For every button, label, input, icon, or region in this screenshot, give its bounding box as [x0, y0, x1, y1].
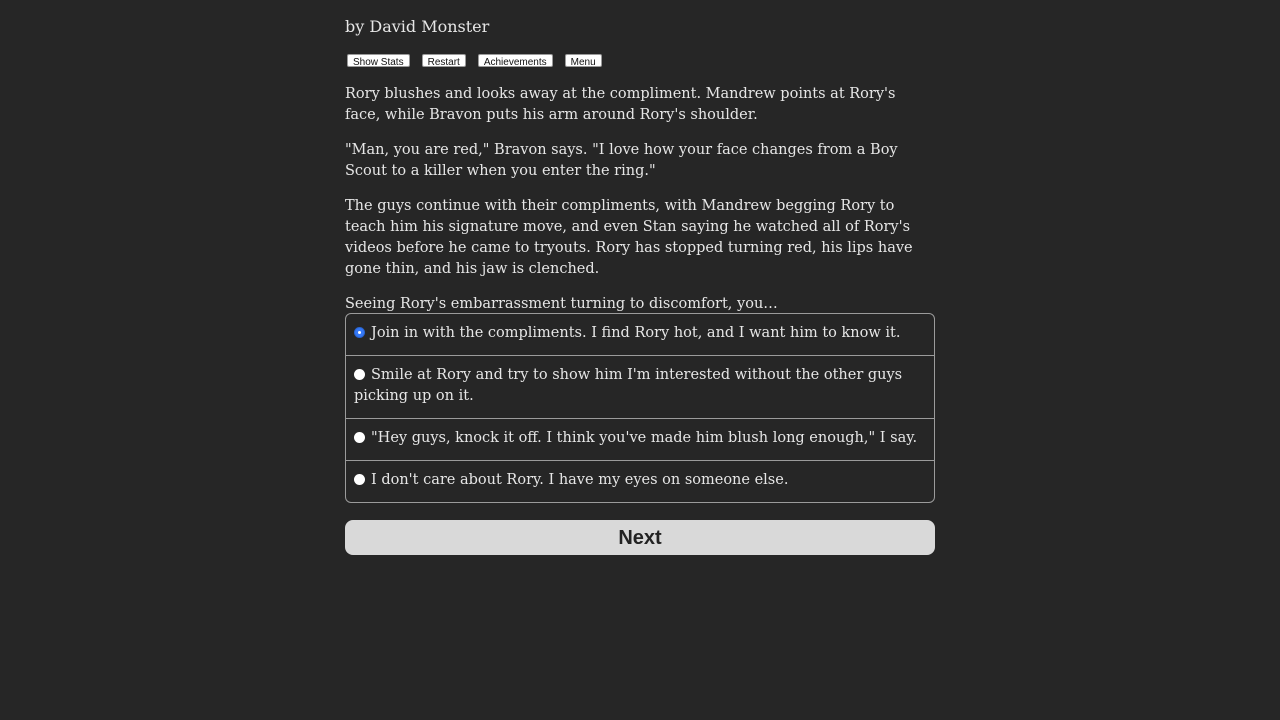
choice-label: Join in with the compliments. I find Rory hot, and I want him to know it. [371, 325, 901, 341]
choice-list [345, 313, 935, 503]
author-byline: by David Monster [345, 17, 490, 36]
radio-unselected-icon[interactable] [354, 432, 365, 443]
restart-button[interactable]: Restart [422, 54, 466, 67]
choice-option-3[interactable] [346, 419, 934, 461]
story-paragraph: The guys continue with their compliments, with Mandrew begging Rory to teach him his signature move, and even Stan saying he watched all of Rory's videos before he came to tryouts. Rory has stopped turning red, his lips have gone thin, and his jaw is clenched. [345, 198, 913, 277]
story-text [345, 84, 935, 329]
choice-label: "Hey guys, knock it off. I think you've made him blush long enough," I say. [371, 430, 918, 446]
radio-unselected-icon[interactable] [354, 474, 365, 485]
story-prompt: Seeing Rory's embarrassment turning to discomfort, you… [345, 296, 778, 312]
show-stats-button[interactable]: Show Stats [347, 54, 410, 67]
choice-label: I don't care about Rory. I have my eyes on someone else. [371, 472, 789, 488]
radio-unselected-icon[interactable] [354, 369, 365, 380]
radio-selected-icon[interactable] [354, 327, 365, 338]
achievements-button[interactable]: Achievements [478, 54, 553, 67]
choice-label: Smile at Rory and try to show him I'm interested without the other guys picking up on it. [354, 367, 903, 404]
choice-option-2[interactable] [346, 356, 934, 419]
story-paragraph: Rory blushes and looks away at the compliment. Mandrew points at Rory's face, while Bravon puts his arm around Rory's shoulder. [345, 86, 896, 123]
toolbar [347, 54, 614, 67]
menu-button[interactable]: Menu [565, 54, 602, 67]
story-paragraph: "Man, you are red," Bravon says. "I love how your face changes from a Boy Scout to a killer when you enter the ring." [345, 142, 898, 179]
choice-option-1[interactable] [346, 314, 934, 356]
next-button[interactable]: Next [345, 520, 935, 555]
choice-option-4[interactable] [346, 461, 934, 502]
